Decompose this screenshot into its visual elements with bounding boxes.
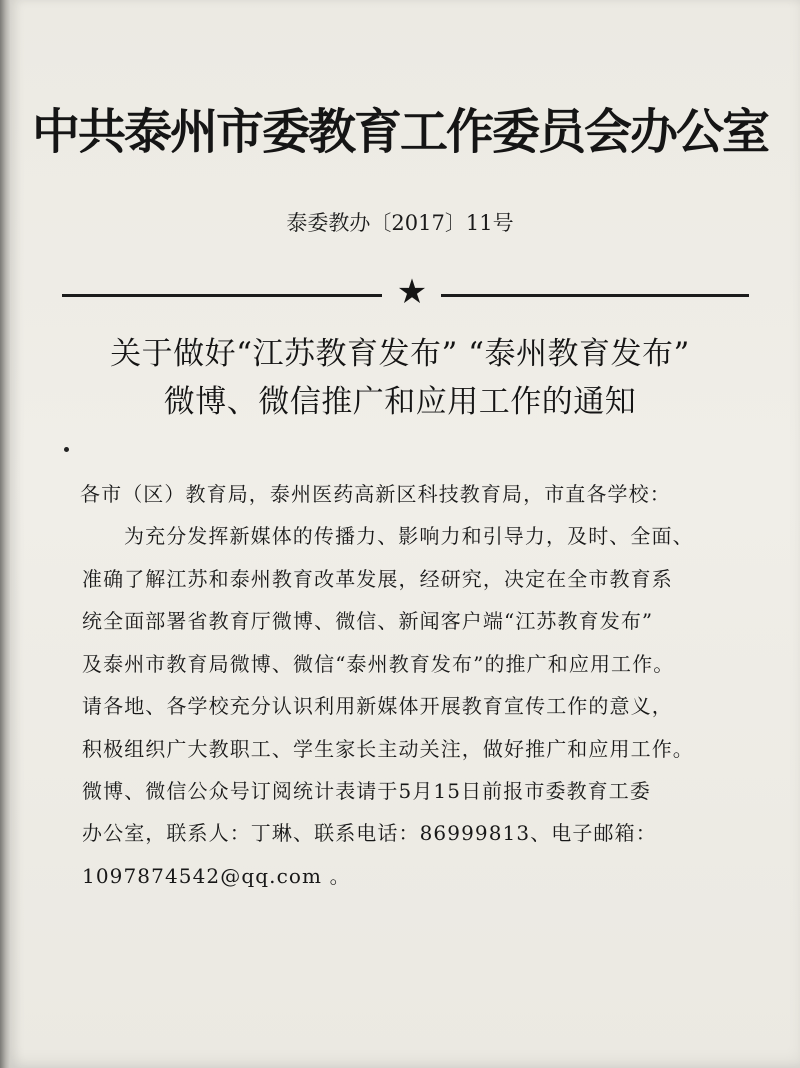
star-icon: ★: [396, 272, 428, 312]
salutation: 各市（区）教育局，泰州医药高新区科技教育局，市直各学校：: [80, 482, 671, 506]
body-line: 为充分发挥新媒体的传播力、影响力和引导力，及时、全面、: [124, 524, 694, 548]
subject-line-1: 关于做好“江苏教育发布” “泰州教育发布”: [110, 336, 690, 372]
body-line: 请各地、各学校充分认识利用新媒体开展教育宣传工作的意义，: [82, 694, 673, 718]
issuing-agency-title: 中共泰州市委教育工作委员会办公室: [31, 104, 768, 160]
body-line: 办公室，联系人：丁琳、联系电话：86999813、电子邮箱：: [82, 821, 657, 845]
body-line: 积极组织广大教职工、学生家长主动关注，做好推广和应用工作。: [82, 737, 694, 761]
ink-dot: [64, 447, 69, 452]
body-line: 微博、微信公众号订阅统计表请于5月15日前报市委教育工委: [82, 779, 651, 803]
contact-email-line: 1097874542@qq.com 。: [82, 864, 351, 888]
separator-rule-left: [62, 294, 382, 297]
document-number: 泰委教办〔2017〕11号: [286, 211, 514, 235]
body-line: 统全面部署省教育厅微博、微信、新闻客户端“江苏教育发布”: [82, 609, 654, 633]
body-line: 准确了解江苏和泰州教育改革发展，经研究，决定在全市教育系: [82, 567, 673, 591]
separator-rule-right: [441, 294, 749, 297]
subject-line-2: 微博、微信推广和应用工作的通知: [163, 384, 637, 420]
body-line: 及泰州市教育局微博、微信“泰州教育发布”的推广和应用工作。: [82, 652, 675, 676]
